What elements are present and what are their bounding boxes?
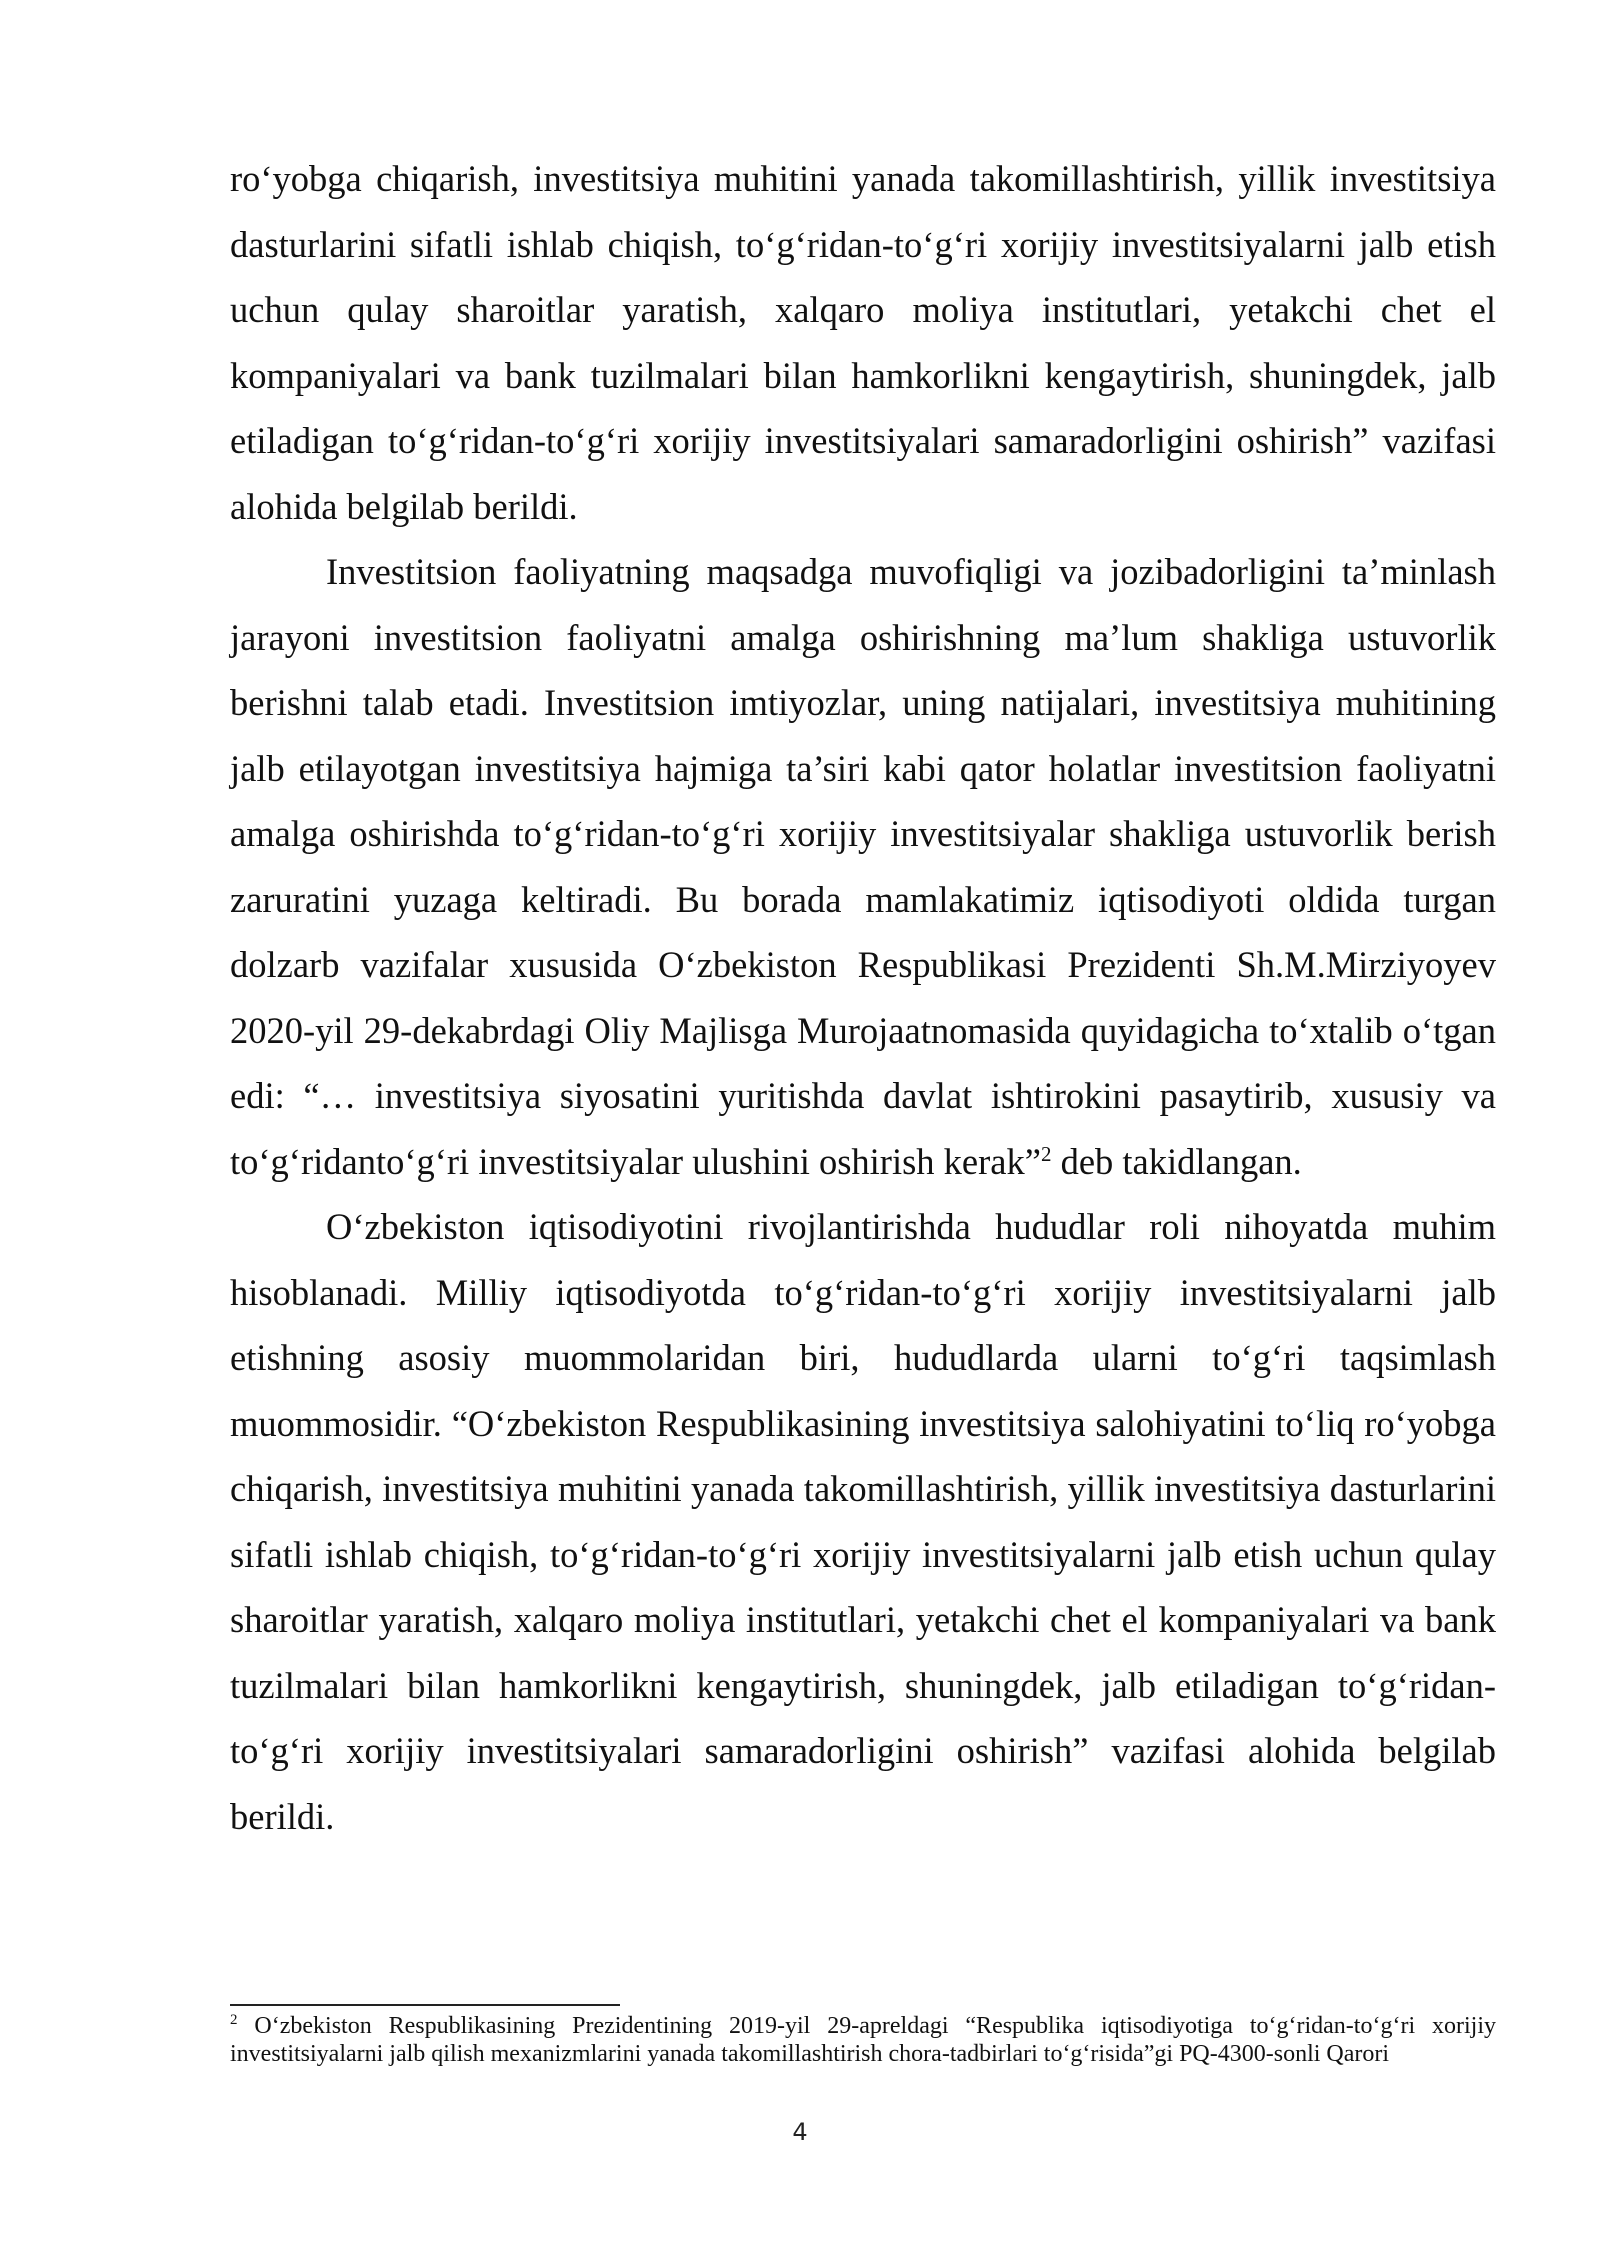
- body-text: [230, 146, 1496, 1849]
- paragraph-1-text: ro‘yobga chiqarish, investitsiya muhitini yanada takomillashtirish, yillik investitsiya dasturlarini sifatli ishlab chiqish, to‘g‘ridan-to‘g‘ri xorijiy investitsiyalarni jalb etish uchun qulay sharoitlar yaratish, xalqaro moliya institutlari, yetakchi chet el kompaniyalari va bank tuzilmalari bilan hamkorlikni kengaytirish, shuningdek, jalb etiladigan to‘g‘ridan-to‘g‘ri xorijiy investitsiyalari samaradorligini oshirish” vazifasi alohida belgilab berildi.: [230, 158, 1496, 527]
- paragraph-2-tail: deb takidlangan.: [1051, 1140, 1302, 1182]
- page-number: 4: [792, 2118, 808, 2146]
- paragraph-3: [230, 1194, 1496, 1849]
- paragraph-1: [230, 146, 1496, 539]
- footnote-text: O‘zbekiston Respublikasining Prezidentining 2019-yil 29-apreldagi “Respublika iqtisodiyotiga to‘g‘ridan-to‘g‘ri xorijiy investitsiyalarni jalb qilish mexanizmlarini yanada takomillashtirish chora-tadbirlari to‘g‘risida”gi PQ-4300-sonli Qarori: [230, 2013, 1496, 2067]
- paragraph-2: [230, 539, 1496, 1194]
- paragraph-2-text: Investitsion faoliyatning maqsadga muvofiqligi va jozibadorligini ta’minlash jarayoni investitsion faoliyatni amalga oshirishning ma’lum shakliga ustuvorlik berishni talab etadi. Investitsion imtiyozlar, uning natijalari, investitsiya muhitining jalb etilayotgan investitsiya hajmiga ta’siri kabi qator holatlar investitsion faoliyatni amalga oshirishda to‘g‘ridan-to‘g‘ri xorijiy investitsiyalar shakliga ustuvorlik berish zaruratini yuzaga keltiradi. Bu borada mamlakatimiz iqtisodiyoti oldida turgan dolzarb vazifalar xususida O‘zbekiston Respublikasi Prezidenti Sh.M.Mirziyoyev 2020-yil 29-dekabrdagi Oliy Majlisga Murojaatnomasida quyidagicha to‘xtalib o‘tgan edi: “… investitsiya siyosatini yuritishda davlat ishtirokini pasaytirib, xususiy va to‘g‘ridanto‘g‘ri investitsiyalar ulushini oshirish kerak”: [230, 551, 1496, 1182]
- footnote-separator: [230, 2004, 620, 2006]
- footnote-reference[interactable]: 2: [1040, 1141, 1052, 1166]
- footnote-marker: 2: [230, 2012, 238, 2028]
- paragraph-3-text: O‘zbekiston iqtisodiyotini rivojlantirishda hududlar roli nihoyatda muhim hisoblanadi. Milliy iqtisodiyotda to‘g‘ridan-to‘g‘ri xorijiy investitsiyalarni jalb etishning asosiy muommolaridan biri, hududlarda ularni to‘g‘ri taqsimlash muommosidir. “O‘zbekiston Respublikasining investitsiya salohiyatini to‘liq ro‘yobga chiqarish, investitsiya muhitini yanada takomillashtirish, yillik investitsiya dasturlarini sifatli ishlab chiqish, to‘g‘ridan-to‘g‘ri xorijiy investitsiyalarni jalb etish uchun qulay sharoitlar yaratish, xalqaro moliya institutlari, yetakchi chet el kompaniyalari va bank tuzilmalari bilan hamkorlikni kengaytirish, shuningdek, jalb etiladigan to‘g‘ridan-to‘g‘ri xorijiy investitsiyalari samaradorligini oshirish” vazifasi alohida belgilab berildi.: [230, 1206, 1496, 1837]
- footnote: [230, 2012, 1496, 2068]
